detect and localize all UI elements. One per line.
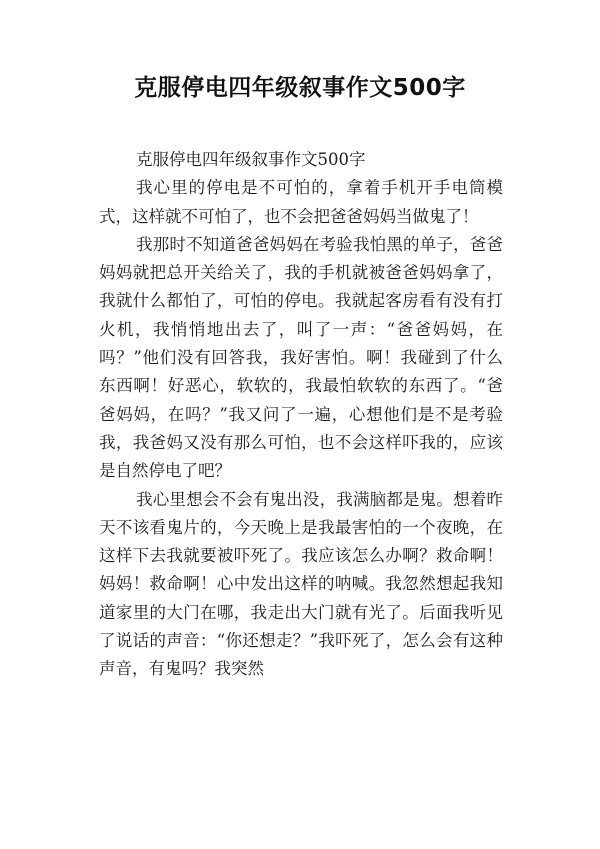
document-title: 克服停电四年级叙事作文500字 — [134, 75, 466, 101]
paragraph-3: 我心里想会不会有鬼出没，我满脑都是鬼。想着昨天不该看鬼片的，今天晚上是我最害怕的一个夜晚，在这样下去我就要被吓死了。我应该怎么办啊？救命啊！妈妈！救命啊！心中发出这样的呐喊。我忽然想起我知道家里的大门在哪，我走出大门就有光了。后面我听见了说话的声音：“你还想走？”我吓死了，怎么会有这种声音，有鬼吗？我突然 — [99, 489, 503, 679]
document-body — [99, 146, 503, 684]
paragraph-2: 我那时不知道爸爸妈妈在考验我怕黑的单子，爸爸妈妈就把总开关给关了，我的手机就被爸爸妈妈拿了，我就什么都怕了，可怕的停电。我就起客房看有没有打火机，我悄悄地出去了，叫了一声：“爸爸妈妈，在吗？”他们没有回答我，我好害怕。啊！我碰到了什么东西啊！好恶心，软软的，我最怕软软的东西了。“爸爸妈妈，在吗？”我又问了一遍，心想他们是不是考验我，我爸妈又没有那么可怕，也不会这样吓我的，应该是自然停电了吧？ — [99, 234, 503, 481]
paragraph-1: 我心里的停电是不可怕的，拿着手机开手电筒模式，这样就不可怕了，也不会把爸爸妈妈当做鬼了！ — [99, 178, 503, 226]
document-subtitle: 克服停电四年级叙事作文500字 — [136, 150, 366, 169]
